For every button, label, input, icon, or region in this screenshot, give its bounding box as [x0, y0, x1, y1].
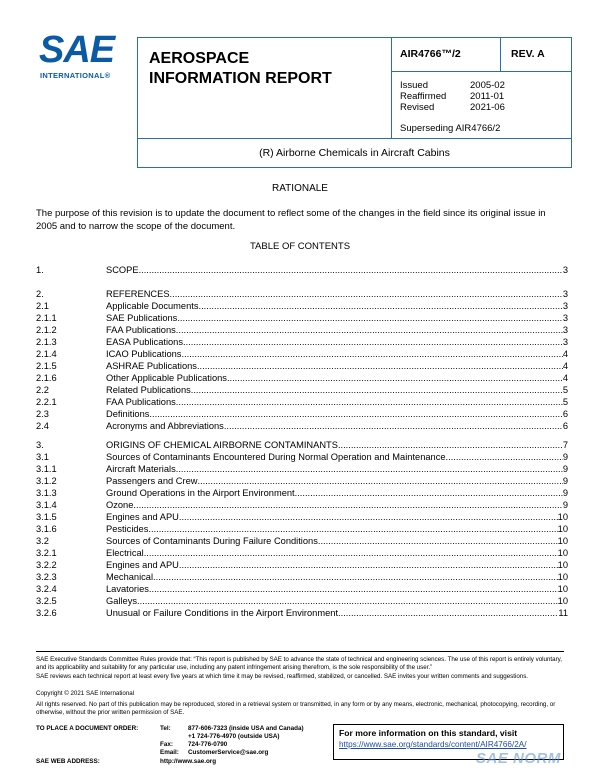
toc-entry-number: 3.2: [36, 536, 49, 546]
toc-entry[interactable]: [36, 595, 568, 607]
toc-entry-title: Electrical: [106, 548, 144, 558]
toc-entry-number: 3.1.6: [36, 524, 57, 534]
toc-entry[interactable]: [36, 571, 568, 583]
toc-entry[interactable]: [36, 451, 568, 463]
toc-entry-number: 3.1.2: [36, 476, 57, 486]
toc-leader-dots: [197, 360, 563, 372]
toc-entry[interactable]: [36, 300, 568, 312]
toc-entry-title: Passengers and Crew: [106, 476, 198, 486]
issued-label: Issued: [400, 80, 428, 91]
toc-leader-dots: [338, 439, 563, 451]
toc-entry-number: 3.1.1: [36, 464, 57, 474]
toc-entry[interactable]: [36, 523, 568, 535]
email-label: Email:: [160, 749, 179, 756]
toc-entry-number: 2.1.6: [36, 373, 57, 383]
toc-entry-page: 3: [562, 313, 568, 323]
toc-entry-page: 6: [562, 421, 568, 431]
toc-entry[interactable]: [36, 396, 568, 408]
toc-entry-page: 3: [562, 325, 568, 335]
toc-entry-title: Mechanical: [106, 572, 154, 582]
toc-entry[interactable]: [36, 408, 568, 420]
toc-entry-title: Sources of Contaminants During Failure Conditions: [106, 536, 318, 546]
logo-text: SAE: [39, 29, 115, 71]
toc-entry-title: Engines and APU: [106, 560, 179, 570]
toc-entry-title: Sources of Contaminants Encountered During Normal Operation and Maintenance: [106, 452, 446, 462]
toc-entry-title: ASHRAE Publications: [106, 361, 197, 371]
tel-value: 877-606-7323 (inside USA and Canada): [188, 725, 304, 732]
document-subject: (R) Airborne Chemicals in Aircraft Cabins: [259, 147, 450, 159]
toc-entry-number: 3.2.4: [36, 584, 57, 594]
rationale-text: The purpose of this revision is to update the document to reflect some of the changes in the field since its original issue in 2005 and to narrow the scope of the document.: [36, 208, 546, 232]
toc-entry-title: FAA Publications: [106, 325, 176, 335]
toc-entry-number: 3.2.2: [36, 560, 57, 570]
order-label: TO PLACE A DOCUMENT ORDER:: [36, 725, 139, 732]
toc-entry-title: Other Applicable Publications: [106, 373, 227, 383]
toc-entry-page: 11: [558, 608, 568, 618]
toc-entry-number: 3.1.3: [36, 488, 57, 498]
toc-entry-number: 3.2.6: [36, 608, 57, 618]
toc-entry[interactable]: [36, 372, 568, 384]
toc-entry-number: 2.4: [36, 421, 49, 431]
toc-entry-number: 3.2.5: [36, 596, 57, 606]
sae-logo: [38, 29, 128, 85]
toc-entry-title: Aircraft Materials: [106, 464, 176, 474]
toc-entry[interactable]: [36, 420, 568, 432]
toc-leader-dots: [177, 312, 563, 324]
toc-leader-dots: [176, 463, 563, 475]
toc-entry-number: 2.2: [36, 385, 49, 395]
toc-entry-page: 6: [562, 409, 568, 419]
revision-label: REV. A: [511, 48, 545, 60]
toc-entry-number: 3.1.5: [36, 512, 57, 522]
toc-entry[interactable]: [36, 499, 568, 511]
toc-heading: TABLE OF CONTENTS: [249, 241, 351, 252]
toc-leader-dots: [149, 408, 562, 420]
toc-entry-page: 9: [562, 500, 568, 510]
toc-leader-dots: [179, 559, 558, 571]
toc-entry[interactable]: [36, 439, 568, 451]
toc-entry-page: 9: [562, 488, 568, 498]
toc-leader-dots: [170, 288, 563, 300]
toc-entry[interactable]: [36, 288, 568, 300]
toc-entry[interactable]: [36, 264, 568, 276]
toc-entry-number: 2.1.2: [36, 325, 57, 335]
toc-leader-dots: [199, 300, 563, 312]
toc-leader-dots: [176, 396, 563, 408]
fax-label: Fax:: [160, 741, 173, 748]
logo-subtext: INTERNATIONAL®: [40, 71, 111, 80]
superseding-text: Superseding AIR4766/2: [400, 123, 501, 134]
toc-entry-page: 9: [562, 476, 568, 486]
toc-entry[interactable]: [36, 348, 568, 360]
toc-entry-page: 4: [562, 361, 568, 371]
toc-entry[interactable]: [36, 559, 568, 571]
toc-entry-page: 10: [557, 536, 568, 546]
toc-entry-page: 10: [557, 512, 568, 522]
toc-entry-title: ORIGINS OF CHEMICAL AIRBORNE CONTAMINANTS: [106, 440, 338, 450]
footer-rights-text: All rights reserved. No part of this publication may be reproduced, stored in a retrieval system or transmitted, in any form or by any means, electronic, mechanical, photocopying, recording, or otherwise, without the prior written permission of SAE.: [36, 701, 556, 716]
reaffirmed-label: Reaffirmed: [400, 91, 447, 102]
toc-entry-title: SAE Publications: [106, 313, 178, 323]
toc-leader-dots: [318, 535, 558, 547]
toc-entry[interactable]: [36, 324, 568, 336]
toc-entry-title: Galleys: [106, 596, 138, 606]
toc-entry[interactable]: [36, 535, 568, 547]
tel2-value: +1 724-776-4970 (outside USA): [188, 733, 280, 740]
toc-entry-number: 2.: [36, 289, 44, 299]
toc-entry-page: 3: [562, 289, 568, 299]
toc-leader-dots: [183, 336, 563, 348]
toc-entry-number: 1.: [36, 265, 44, 275]
toc-entry[interactable]: [36, 360, 568, 372]
document-header: [137, 37, 572, 168]
footer-divider: [36, 651, 564, 652]
toc-entry-title: Acronyms and Abbreviations: [106, 421, 224, 431]
toc-entry-page: 9: [562, 464, 568, 474]
toc-entry-number: 3.2.3: [36, 572, 57, 582]
toc-entry-number: 2.1.5: [36, 361, 57, 371]
toc-entry[interactable]: [36, 312, 568, 324]
toc-entry-number: 2.3: [36, 409, 49, 419]
toc-entry-title: REFERENCES: [106, 289, 170, 299]
toc-leader-dots: [179, 511, 558, 523]
toc-leader-dots: [144, 547, 558, 559]
web-link[interactable]: http://www.sae.org: [160, 758, 217, 765]
toc-entry-title: ICAO Publications: [106, 349, 182, 359]
toc-entry[interactable]: [36, 583, 568, 595]
toc-entry-number: 3.: [36, 440, 44, 450]
toc-entry[interactable]: [36, 384, 568, 396]
report-type: AEROSPACE INFORMATION REPORT: [149, 50, 332, 87]
toc-entry-page: 4: [562, 373, 568, 383]
toc-entry-title: Engines and APU: [106, 512, 179, 522]
toc-entry-page: 9: [562, 452, 568, 462]
toc-leader-dots: [149, 583, 558, 595]
toc-entry-page: 10: [557, 572, 568, 582]
toc-leader-dots: [148, 523, 557, 535]
toc-entry-page: 3: [562, 337, 568, 347]
toc-leader-dots: [227, 372, 563, 384]
toc-entry-page: 10: [557, 596, 568, 606]
web-label: SAE WEB ADDRESS:: [36, 758, 100, 765]
toc-entry-page: 10: [557, 548, 568, 558]
toc-entry-title: Ground Operations in the Airport Environment: [106, 488, 295, 498]
toc-entry-number: 2.1.3: [36, 337, 57, 347]
toc-leader-dots: [197, 475, 562, 487]
more-info-link[interactable]: https://www.sae.org/standards/content/AIR4766/2A/: [339, 740, 527, 749]
toc-entry-title: Lavatories: [106, 584, 149, 594]
toc-entry-page: 3: [562, 265, 568, 275]
toc-entry-page: 10: [557, 560, 568, 570]
toc-entry-page: 10: [557, 584, 568, 594]
toc-entry-number: 2.2.1: [36, 397, 57, 407]
toc-leader-dots: [139, 264, 563, 276]
toc-entry[interactable]: [36, 336, 568, 348]
footer-review-text: SAE reviews each technical report at least every five years at which time it may be revised, reaffirmed, stabilized, or cancelled. SAE invites your written comments and suggestions.: [36, 673, 529, 680]
more-info-title: For more information on this standard, visit: [339, 728, 518, 738]
toc-entry-number: 3.2.1: [36, 548, 57, 558]
toc-entry[interactable]: [36, 511, 568, 523]
reaffirmed-value: 2011-01: [470, 91, 505, 102]
toc-leader-dots: [153, 571, 558, 583]
issued-value: 2005-02: [470, 80, 505, 91]
footer-copyright: Copyright © 2021 SAE International: [36, 690, 135, 697]
toc-leader-dots: [338, 607, 558, 619]
toc-entry-page: 5: [562, 397, 568, 407]
toc-entry-number: 3.1.4: [36, 500, 57, 510]
toc-entry-page: 3: [562, 301, 568, 311]
toc-leader-dots: [133, 499, 562, 511]
tel-label: Tel:: [160, 725, 171, 732]
toc-entry-page: 10: [557, 524, 568, 534]
toc-entry-title: Pesticides: [106, 524, 149, 534]
toc-entry-title: Ozone: [106, 500, 134, 510]
toc-leader-dots: [181, 348, 562, 360]
toc-entry-title: Unusual or Failure Conditions in the Airport Environment: [106, 608, 339, 618]
email-value[interactable]: CustomerService@sae.org: [188, 749, 269, 756]
toc-entry-title: Definitions: [106, 409, 150, 419]
rationale-heading: RATIONALE: [272, 183, 328, 194]
toc-leader-dots: [176, 324, 563, 336]
toc-entry-title: EASA Publications: [106, 337, 184, 347]
toc-leader-dots: [224, 420, 563, 432]
toc-entry-title: Applicable Documents: [106, 301, 199, 311]
toc-entry-title: Related Publications: [106, 385, 191, 395]
toc-entry-number: 2.1: [36, 301, 49, 311]
revised-value: 2021-06: [470, 102, 505, 113]
toc-entry[interactable]: [36, 487, 568, 499]
toc-leader-dots: [191, 384, 563, 396]
toc-entry[interactable]: [36, 547, 568, 559]
document-number: AIR4766™/2: [400, 48, 461, 60]
toc-entry-page: 5: [562, 385, 568, 395]
toc-entry-title: SCOPE: [106, 265, 139, 275]
footer-rules-text: SAE Executive Standards Committee Rules provide that: “This report is published by SAE to advance the state of technical and engineering sciences. The use of this report is entirely voluntary, and its applicability and suitability for any particular use, including any patent infringement arising therefrom, is the sole responsibility of the user.”: [36, 656, 562, 671]
toc-entry[interactable]: [36, 607, 568, 619]
toc-entry-page: 4: [562, 349, 568, 359]
toc-entry[interactable]: [36, 463, 568, 475]
toc-entry[interactable]: [36, 475, 568, 487]
fax-value: 724-776-0790: [188, 741, 228, 748]
toc-entry-number: 2.1.1: [36, 313, 57, 323]
watermark: SAE NORM: [476, 750, 561, 767]
revised-label: Revised: [400, 102, 435, 113]
toc-entry-page: 7: [562, 440, 568, 450]
toc-leader-dots: [295, 487, 563, 499]
toc-leader-dots: [446, 451, 563, 463]
toc-leader-dots: [137, 595, 558, 607]
toc-entry-number: 2.1.4: [36, 349, 57, 359]
toc-entry-title: FAA Publications: [106, 397, 176, 407]
toc-entry-number: 3.1: [36, 452, 49, 462]
